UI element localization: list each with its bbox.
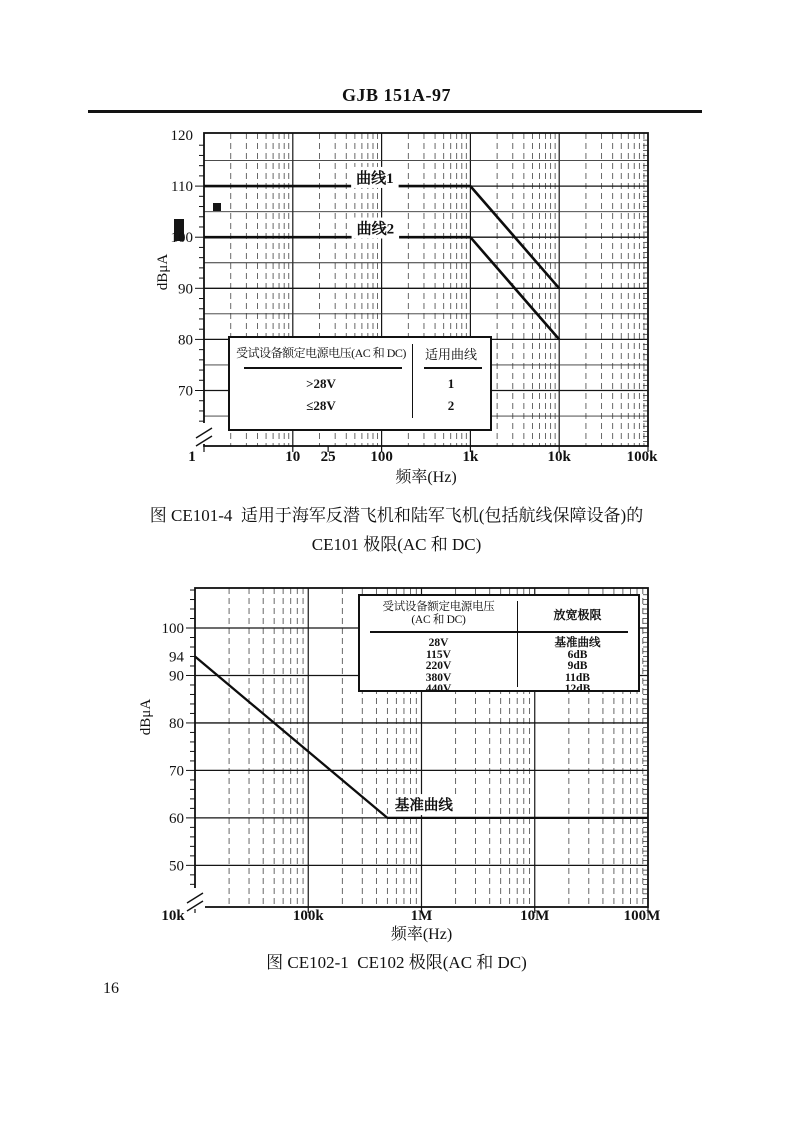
voltage-cell: 28V <box>428 637 449 649</box>
table-header-row <box>230 344 490 363</box>
voltage-cell: 220V <box>425 660 452 672</box>
svg-text:dBμA: dBμA <box>138 698 154 736</box>
figure1-caption-line1: 图 CE101-4 适用于海军反潜飞机和陆军飞机(包括航线保障设备)的 <box>149 506 644 525</box>
svg-text:90: 90 <box>178 281 193 298</box>
svg-text:90: 90 <box>169 668 184 685</box>
table-row <box>230 376 490 392</box>
ce101-limit-chart <box>140 120 670 495</box>
curve-cell: 2 <box>447 398 455 413</box>
svg-text:70: 70 <box>178 383 193 400</box>
relax-cell: 11dB <box>565 671 590 684</box>
svg-text:25: 25 <box>320 449 336 465</box>
table-row <box>360 684 638 696</box>
svg-text:曲线1: 曲线1 <box>356 170 394 187</box>
svg-text:100M: 100M <box>623 908 661 924</box>
svg-text:80: 80 <box>169 715 184 732</box>
svg-text:100: 100 <box>161 621 184 637</box>
voltage-header-line1: 受试设备额定电源电压 <box>382 601 495 613</box>
voltage-column-header: 受试设备额定电源电压(AC 和 DC) <box>236 346 406 360</box>
header-underline <box>244 367 402 369</box>
header-underline <box>370 631 628 633</box>
relax-cell: 基准曲线 <box>554 637 601 649</box>
table-row <box>360 661 638 673</box>
ce101-curve-table <box>228 336 492 431</box>
voltage-cell: 115V <box>426 648 451 661</box>
table-row <box>360 650 638 662</box>
svg-text:120: 120 <box>170 128 193 144</box>
svg-text:频率(Hz): 频率(Hz) <box>395 469 457 486</box>
svg-text:10M: 10M <box>520 908 550 924</box>
voltage-cell: 380V <box>425 671 452 684</box>
curve-cell: 1 <box>447 376 455 391</box>
ce102-relaxation-table <box>358 594 640 695</box>
svg-text:频率(Hz): 频率(Hz) <box>390 926 453 943</box>
svg-text:10k: 10k <box>547 449 571 465</box>
svg-text:100k: 100k <box>626 449 658 465</box>
svg-text:50: 50 <box>169 858 184 875</box>
header-underline <box>424 367 482 369</box>
svg-text:dBμA: dBμA <box>155 253 171 291</box>
svg-text:110: 110 <box>171 179 193 196</box>
svg-text:70: 70 <box>169 763 184 780</box>
svg-text:曲线2: 曲线2 <box>356 221 395 238</box>
figure2-caption: 图 CE102-1 CE102 极限(AC 和 DC) <box>266 953 527 972</box>
svg-text:1: 1 <box>188 449 196 465</box>
voltage-cell: ≤28V <box>306 398 336 413</box>
voltage-cell: >28V <box>306 376 336 391</box>
svg-text:60: 60 <box>169 810 184 827</box>
voltage-header-line2: (AC 和 DC) <box>411 614 466 626</box>
relax-cell: 12dB <box>564 683 591 695</box>
page-number: 16 <box>103 980 119 997</box>
svg-text:94: 94 <box>169 649 184 666</box>
svg-text:100k: 100k <box>292 908 324 924</box>
svg-text:1k: 1k <box>462 449 479 465</box>
table-row <box>360 673 638 685</box>
header-rule <box>88 110 702 113</box>
relax-column-header: 放宽极限 <box>553 607 602 622</box>
svg-text:10k: 10k <box>161 908 185 924</box>
svg-text:10: 10 <box>285 449 301 465</box>
voltage-cell: 440V <box>425 683 452 695</box>
relax-cell: 6dB <box>567 648 588 661</box>
svg-text:1M: 1M <box>410 908 433 924</box>
svg-text:100: 100 <box>170 230 193 247</box>
table-header-row <box>360 601 638 627</box>
svg-text:基准曲线: 基准曲线 <box>394 798 453 815</box>
table-row <box>360 638 638 650</box>
svg-text:100: 100 <box>370 449 393 465</box>
figure1-caption-line2: CE101 极限(AC 和 DC) <box>311 535 482 554</box>
voltage-column-header <box>360 601 517 627</box>
curve-column-header: 适用曲线 <box>424 347 477 362</box>
table-row <box>230 398 490 414</box>
svg-text:80: 80 <box>178 332 193 349</box>
relax-cell: 9dB <box>567 660 588 672</box>
page-title: GJB 151A-97 <box>342 85 451 105</box>
